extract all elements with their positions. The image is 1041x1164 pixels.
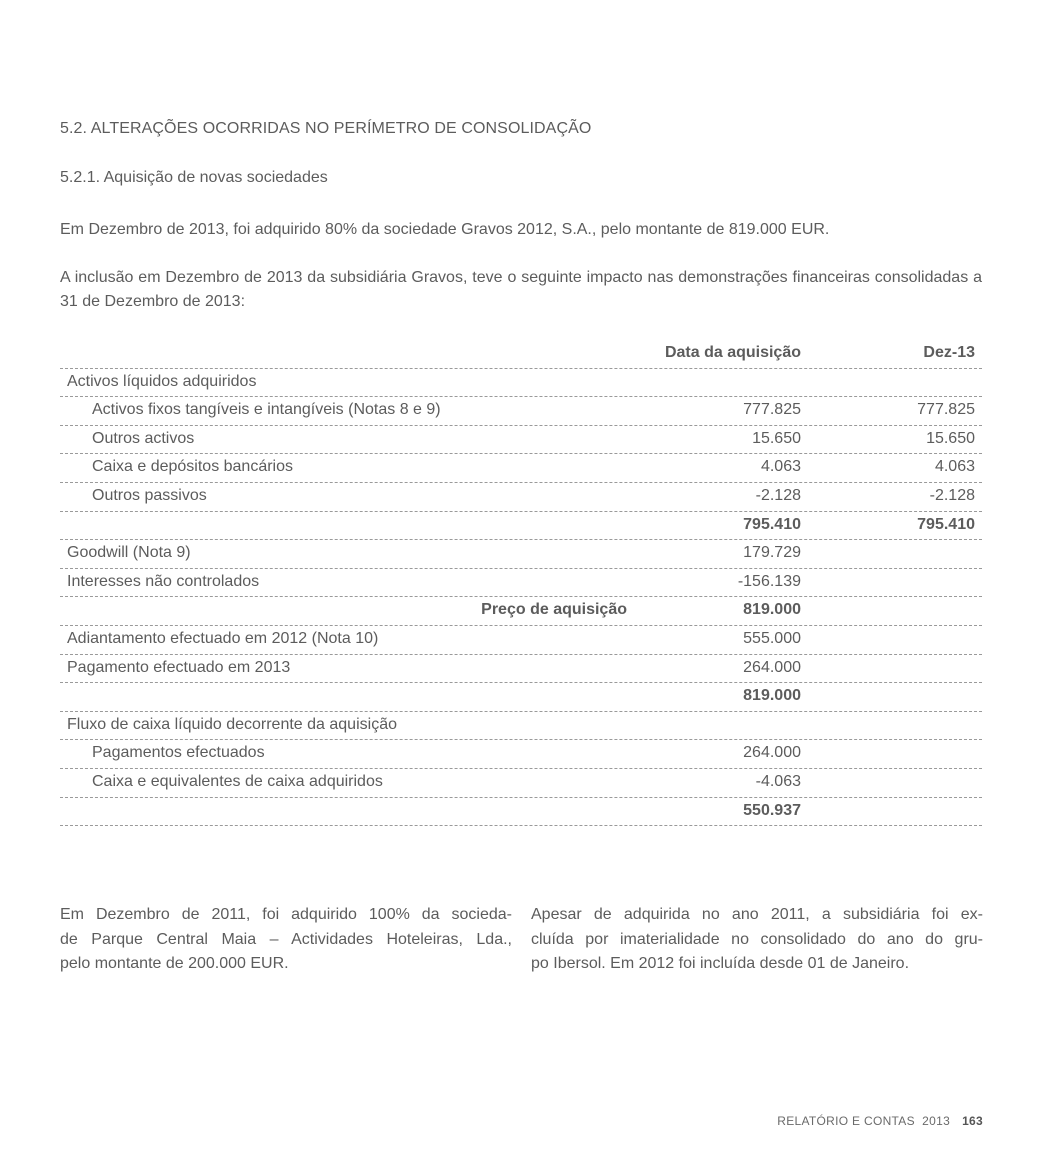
table-row [60,740,982,769]
table-row [60,483,982,512]
row-value-acquisition: -2.128 [755,486,801,504]
row-value-acquisition: 264.000 [743,658,801,676]
row-value-acquisition: 264.000 [743,744,801,762]
row-value-acquisition: -156.139 [737,572,801,590]
row-label: Outros passivos [92,486,207,504]
subtotal-acquisition: 819.000 [743,687,801,705]
table-row [60,397,982,426]
table-subtotal-row [60,683,982,712]
row-label: Pagamentos efectuados [92,744,265,762]
subsection-title: 5.2.1. Aquisição de novas sociedades [60,169,328,186]
table-subtotal-row [60,798,982,827]
text-line: po Ibersol. Em 2012 foi incluída desde 01 de Janeiro. [531,955,910,972]
text-line: de Parque Central Maia – Actividades Hoteleiras, Lda., [60,930,512,948]
acquisition-price-label: Preço de aquisição [481,601,627,619]
table-header-row [60,340,982,369]
subtotal-acquisition: 795.410 [743,515,801,533]
text-line: Apesar de adquirida no ano 2011, a subsidiária foi ex- [531,906,983,923]
report-title: RELATÓRIO E CONTAS 2013 [777,1114,951,1128]
text-line: Em Dezembro de 2011, foi adquirido 100% da socieda- [60,906,512,923]
header-acquisition-date: Data da aquisição [664,344,801,361]
row-label: Adiantamento efectuado em 2012 (Nota 10) [67,629,379,647]
row-label: Caixa e depósitos bancários [92,458,294,476]
table-row [60,426,982,455]
table-row [60,712,982,741]
paragraph-acquisition: Em Dezembro de 2013, foi adquirido 80% da sociedade Gravos 2012, S.A., pelo montante de 819.000 EUR. [60,221,830,238]
row-value-acquisition: 777.825 [743,401,801,419]
text-line: pelo montante de 200.000 EUR. [60,955,289,972]
row-label: Activos líquidos adquiridos [67,372,257,390]
row-label: Outros activos [92,429,195,447]
row-label: Interesses não controlados [67,572,260,590]
row-value-acquisition: 4.063 [760,458,801,476]
row-value-acquisition: 179.729 [743,544,801,562]
row-value-dec13: 4.063 [934,458,975,476]
row-value-acquisition: 555.000 [743,629,801,647]
table-total-row [60,597,982,626]
row-label: Goodwill (Nota 9) [67,544,191,562]
paragraph-impact: A inclusão em Dezembro de 2013 da subsidiária Gravos, teve o seguinte impacto nas demonstrações financeiras consolidadas a 31 de Dezembro de 2013: [60,269,982,310]
subtotal-dec13: 795.410 [917,515,975,533]
row-value-acquisition: 15.650 [752,429,801,447]
table-row [60,540,982,569]
right-column-text [531,903,983,977]
table-row [60,569,982,598]
table-row [60,626,982,655]
row-label: Fluxo de caixa líquido decorrente da aquisição [67,715,397,733]
table-row [60,769,982,798]
table-subtotal-row [60,512,982,541]
section-title: 5.2. ALTERAÇÕES OCORRIDAS NO PERÍMETRO DE CONSOLIDAÇÃO [60,120,592,137]
table-row [60,655,982,684]
row-value-acquisition: -4.063 [755,772,801,790]
row-label: Caixa e equivalentes de caixa adquiridos [92,772,383,790]
row-value-dec13: 15.650 [926,429,975,447]
subtotal-acquisition: 550.937 [743,801,801,819]
table-row [60,454,982,483]
acquisition-price-value: 819.000 [743,601,801,619]
page-footer [777,1114,983,1128]
row-label: Activos fixos tangíveis e intangíveis (Notas 8 e 9) [92,401,441,419]
acquisition-table [60,340,982,826]
text-line: cluída por imaterialidade no consolidado do ano do gru- [531,930,983,948]
row-value-dec13: 777.825 [917,401,975,419]
row-value-dec13: -2.128 [929,486,975,504]
left-column-text [60,903,512,977]
table-row [60,369,982,398]
row-label: Pagamento efectuado em 2013 [67,658,291,676]
header-dec-13: Dez-13 [923,344,975,361]
page-number: 163 [962,1114,983,1128]
